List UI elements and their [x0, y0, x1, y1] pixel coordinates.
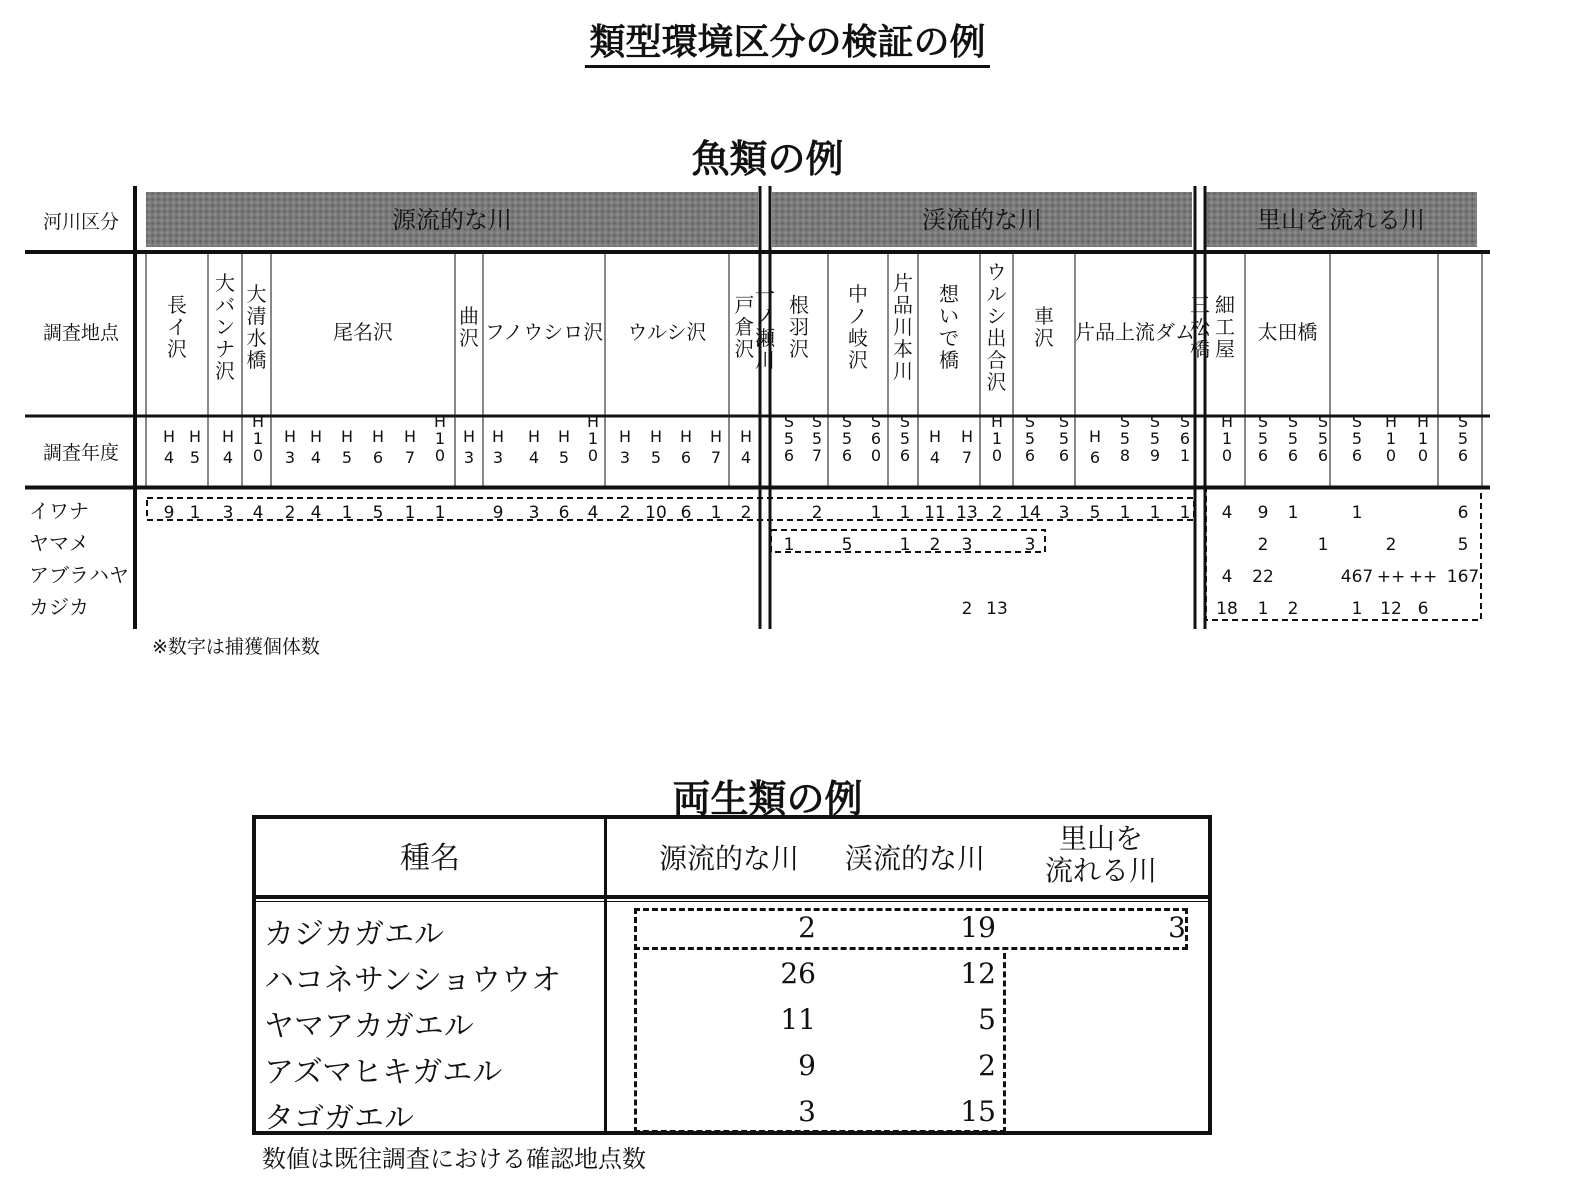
survey-year: 0: [870, 446, 882, 465]
survey-year: 1: [991, 429, 1003, 448]
sighting-count: 11: [780, 1003, 816, 1036]
survey-year: S: [899, 412, 911, 431]
survey-year: S: [1024, 412, 1036, 431]
catch-count: 1: [710, 503, 722, 523]
survey-year: 6: [783, 446, 795, 465]
survey-year: 5: [1351, 429, 1363, 448]
site-name: 一: [755, 282, 775, 306]
survey-year: 5: [783, 429, 795, 448]
sighting-count: 3: [798, 1095, 816, 1128]
catch-count: 2: [1257, 535, 1269, 555]
survey-year: 7: [710, 448, 722, 467]
survey-year: 5: [1287, 429, 1299, 448]
fish-table: [25, 186, 1490, 629]
river-type-label: 源流的な川: [392, 206, 512, 234]
species-name: カジカ: [29, 595, 89, 619]
site-name: 川: [893, 359, 913, 383]
survey-year: 6: [1287, 446, 1299, 465]
survey-year: 6: [1179, 429, 1191, 448]
survey-year: 6: [1317, 446, 1329, 465]
survey-year: H: [1416, 412, 1430, 431]
survey-year: 6: [899, 446, 911, 465]
survey-year: 0: [434, 446, 446, 465]
sighting-count: 15: [960, 1095, 996, 1128]
site-name: 尾名沢: [333, 320, 393, 344]
catch-count: 1: [404, 503, 416, 523]
site-name: ル: [986, 282, 1007, 306]
survey-year: H: [527, 427, 541, 446]
survey-year: 5: [341, 448, 353, 467]
site-name: 車: [1034, 304, 1054, 328]
survey-year: 6: [1089, 448, 1101, 467]
survey-year: 1: [1221, 429, 1233, 448]
survey-year: H: [162, 427, 176, 446]
fish-section-title: 魚類の例: [691, 137, 844, 181]
sighting-count: 5: [978, 1003, 996, 1036]
site-name: 倉: [734, 315, 755, 339]
site-name: 片品上流ダム: [1075, 320, 1195, 344]
site-name: ナ: [215, 337, 235, 361]
catch-count: 5: [1089, 503, 1101, 523]
survey-year: H: [462, 427, 476, 446]
header-satoyama: 里山を 流れる川: [1044, 822, 1157, 887]
survey-year: S: [1317, 412, 1329, 431]
site-name: 大: [246, 282, 267, 306]
survey-year: H: [251, 412, 265, 431]
site-name: ン: [215, 315, 235, 339]
sighting-count: 12: [960, 957, 996, 990]
catch-count: 2: [811, 503, 823, 523]
dashed-group-box: [634, 908, 1188, 950]
site-name: ノ: [848, 304, 868, 328]
catch-count: 1: [1317, 535, 1329, 555]
survey-year: 5: [1257, 429, 1269, 448]
site-name: 想: [939, 282, 959, 306]
site-name: い: [939, 304, 959, 328]
survey-year: 5: [1317, 429, 1329, 448]
site-name: 清: [246, 304, 267, 328]
river-type-label: 里山を流れる川: [1257, 206, 1425, 234]
species-name: ヤマアカガエル: [264, 1009, 474, 1044]
header-species: 種名: [400, 841, 460, 876]
survey-year: 5: [650, 448, 662, 467]
survey-year: 1: [434, 429, 446, 448]
row-label-site: 調査地点: [42, 322, 120, 344]
catch-count: ++: [1376, 567, 1406, 587]
site-name: 橋: [1190, 337, 1210, 361]
catch-count: 1: [899, 535, 911, 555]
site-name: シ: [986, 304, 1007, 328]
survey-year: S: [1149, 412, 1161, 431]
catch-count: 1: [1179, 503, 1191, 523]
catch-count: 4: [1221, 567, 1233, 587]
catch-count: 1: [1351, 599, 1363, 619]
site-name: 曲: [459, 304, 479, 328]
survey-year: 5: [811, 429, 823, 448]
survey-year: 1: [1385, 429, 1397, 448]
site-name: 川: [893, 315, 913, 339]
survey-year: 3: [619, 448, 631, 467]
catch-count: 6: [680, 503, 692, 523]
catch-count: 6: [1417, 599, 1429, 619]
catch-count: 3: [1024, 535, 1036, 555]
survey-year: H: [340, 427, 354, 446]
catch-count: 6: [558, 503, 570, 523]
species-name: アブラハヤ: [29, 563, 129, 587]
site-name: 品: [893, 293, 913, 317]
catch-count: 1: [341, 503, 353, 523]
survey-year: H: [586, 412, 600, 431]
site-name: 大: [215, 271, 235, 295]
site-name: 片: [893, 271, 913, 295]
catch-count: 467: [1340, 567, 1374, 587]
survey-year: S: [1457, 412, 1469, 431]
catch-count: 9: [492, 503, 504, 523]
site-name: 松: [1190, 315, 1210, 339]
site-name: 本: [893, 337, 913, 361]
amphibian-note: 数値は既往調査における確認地点数: [262, 1145, 646, 1173]
site-name: 出: [986, 326, 1007, 350]
catch-count: 3: [961, 535, 973, 555]
survey-year: 6: [1457, 446, 1469, 465]
sighting-count: 19: [960, 911, 996, 944]
survey-year: H: [960, 427, 974, 446]
species-name: イワナ: [29, 499, 89, 523]
row-label-river-type: 河川区分: [42, 211, 120, 233]
site-name: 屋: [1215, 337, 1235, 361]
survey-year: H: [618, 427, 632, 446]
catch-count: 2: [991, 503, 1003, 523]
catch-count: 1: [783, 535, 795, 555]
catch-count: 3: [528, 503, 540, 523]
survey-year: 5: [1457, 429, 1469, 448]
catch-count: 4: [310, 503, 322, 523]
catch-count: 2: [1287, 599, 1299, 619]
survey-year: 3: [492, 448, 504, 467]
survey-year: S: [783, 412, 795, 431]
catch-count: 9: [163, 503, 175, 523]
site-name: 橋: [246, 348, 267, 372]
amphibian-table: [252, 815, 1212, 1135]
species-name: ハコネサンショウウオ: [264, 963, 562, 998]
site-name: 沢: [848, 348, 868, 372]
catch-count: 12: [1380, 599, 1402, 619]
survey-year: 4: [528, 448, 540, 467]
catch-count: 1: [1149, 503, 1161, 523]
site-name: 羽: [789, 315, 809, 339]
site-name: 細: [1215, 293, 1235, 317]
survey-year: 5: [1024, 429, 1036, 448]
catch-count: 2: [284, 503, 296, 523]
survey-year: 4: [163, 448, 175, 467]
site-name: 沢: [1034, 326, 1054, 350]
header-divider: [604, 819, 607, 1131]
catch-count: 5: [841, 535, 853, 555]
header-rule-thin: [256, 901, 1208, 902]
sighting-count: 9: [798, 1049, 816, 1082]
survey-year: 6: [870, 429, 882, 448]
catch-count: 4: [587, 503, 599, 523]
catch-count: 13: [956, 503, 978, 523]
survey-year: 7: [404, 448, 416, 467]
site-name: ノ: [755, 304, 775, 328]
survey-year: S: [870, 412, 882, 431]
dashed-group-box: [634, 953, 1006, 1133]
site-name: 太田橋: [1257, 320, 1318, 344]
survey-year: H: [221, 427, 235, 446]
survey-year: H: [649, 427, 663, 446]
site-name: フノウシロ沢: [484, 320, 604, 344]
page-title: 類型環境区分の検証の例: [0, 14, 1575, 65]
sighting-count: 26: [780, 957, 816, 990]
survey-year: S: [811, 412, 823, 431]
catch-count: 5: [1457, 535, 1469, 555]
survey-year: H: [739, 427, 753, 446]
survey-year: H: [990, 412, 1004, 431]
site-name: 川: [755, 348, 775, 372]
survey-year: 4: [310, 448, 322, 467]
survey-year: S: [1179, 412, 1191, 431]
catch-count: 1: [1119, 503, 1131, 523]
site-name: 橋: [939, 348, 959, 372]
catch-count: 4: [1221, 503, 1233, 523]
catch-count: 4: [252, 503, 264, 523]
survey-year: 4: [222, 448, 234, 467]
river-type-label: 渓流的な川: [922, 206, 1042, 234]
survey-year: 6: [841, 446, 853, 465]
catch-count: 1: [899, 503, 911, 523]
site-name: ウルシ沢: [627, 320, 707, 344]
catch-count: 6: [1457, 503, 1469, 523]
survey-year: 5: [189, 448, 201, 467]
survey-year: H: [371, 427, 385, 446]
survey-year: S: [1287, 412, 1299, 431]
catch-count: 13: [986, 599, 1008, 619]
site-name: 沢: [986, 370, 1007, 394]
site-name: 沢: [789, 337, 809, 361]
survey-year: S: [1058, 412, 1070, 431]
survey-year: 7: [961, 448, 973, 467]
species-name: カジカガエル: [264, 917, 444, 952]
site-name: イ: [167, 315, 187, 339]
sighting-count: 2: [978, 1049, 996, 1082]
survey-year: 5: [841, 429, 853, 448]
site-name: で: [939, 326, 959, 350]
survey-year: H: [1088, 427, 1102, 446]
survey-year: 1: [587, 429, 599, 448]
header-rule: [256, 895, 1208, 899]
survey-year: 5: [1119, 429, 1131, 448]
sighting-count: 2: [798, 911, 816, 944]
catch-count: 2: [929, 535, 941, 555]
species-name: アズマヒキガエル: [264, 1055, 503, 1090]
survey-year: 1: [1417, 429, 1429, 448]
survey-year: 0: [252, 446, 264, 465]
catch-count: 9: [1257, 503, 1269, 523]
species-name: タゴガエル: [264, 1101, 414, 1136]
catch-count: 5: [372, 503, 384, 523]
catch-count: 1: [189, 503, 201, 523]
survey-year: 1: [252, 429, 264, 448]
row-label-year: 調査年度: [42, 442, 120, 464]
catch-count: 167: [1446, 567, 1480, 587]
site-name: 沢: [459, 326, 479, 350]
survey-year: 0: [587, 446, 599, 465]
survey-year: H: [679, 427, 693, 446]
survey-year: H: [557, 427, 571, 446]
site-name: 岐: [848, 326, 868, 350]
site-name: 水: [246, 326, 267, 350]
survey-year: 6: [1024, 446, 1036, 465]
survey-year: 3: [284, 448, 296, 467]
survey-year: 0: [991, 446, 1003, 465]
survey-year: H: [928, 427, 942, 446]
catch-count: 3: [222, 503, 234, 523]
site-name: 中: [848, 282, 868, 306]
header-headwater: 源流的な川: [658, 842, 799, 875]
catch-count: 3: [1058, 503, 1070, 523]
survey-year: H: [403, 427, 417, 446]
survey-year: 0: [1221, 446, 1233, 465]
survey-year: H: [709, 427, 723, 446]
survey-year: H: [1220, 412, 1234, 431]
site-name: バ: [215, 293, 235, 317]
survey-year: H: [283, 427, 297, 446]
survey-year: 4: [740, 448, 752, 467]
catch-count: 22: [1252, 567, 1274, 587]
sighting-count: 3: [1168, 911, 1186, 944]
survey-year: 6: [1257, 446, 1269, 465]
survey-year: 8: [1119, 446, 1131, 465]
catch-count: 10: [645, 503, 667, 523]
catch-count: 18: [1216, 599, 1238, 619]
catch-count: 1: [870, 503, 882, 523]
site-name: 合: [986, 348, 1007, 372]
species-name: ヤマメ: [29, 531, 89, 555]
survey-year: 5: [1149, 429, 1161, 448]
survey-year: 1: [1179, 446, 1191, 465]
survey-year: H: [491, 427, 505, 446]
survey-year: 5: [558, 448, 570, 467]
survey-year: 6: [372, 448, 384, 467]
survey-year: H: [1384, 412, 1398, 431]
survey-year: 5: [899, 429, 911, 448]
catch-count: ++: [1408, 567, 1438, 587]
survey-year: 3: [463, 448, 475, 467]
dashed-group-box: [1206, 488, 1481, 620]
site-name: 工: [1215, 315, 1235, 339]
survey-year: 6: [680, 448, 692, 467]
site-name: 沢: [167, 337, 187, 361]
catch-count: 2: [1385, 535, 1397, 555]
catch-count: 1: [1287, 503, 1299, 523]
site-name: 根: [789, 293, 809, 317]
survey-year: 5: [1058, 429, 1070, 448]
site-name: 沢: [215, 359, 235, 383]
catch-count: 2: [740, 503, 752, 523]
survey-year: 6: [1351, 446, 1363, 465]
site-name: 長: [167, 293, 187, 317]
site-name: 瀬: [755, 326, 775, 350]
amphibian-section-title: 両生類の例: [672, 777, 863, 821]
survey-year: 0: [1417, 446, 1429, 465]
header-mountain-stream: 渓流的な川: [844, 842, 985, 875]
survey-year: H: [309, 427, 323, 446]
site-name: ウ: [986, 260, 1007, 284]
survey-year: 7: [811, 446, 823, 465]
survey-year: H: [188, 427, 202, 446]
survey-year: 6: [1058, 446, 1070, 465]
fish-note: ※数字は捕獲個体数: [152, 636, 320, 658]
catch-count: 2: [619, 503, 631, 523]
site-name: 沢: [734, 337, 755, 361]
survey-year: S: [1119, 412, 1131, 431]
survey-year: 0: [1385, 446, 1397, 465]
site-name: 三: [1190, 293, 1210, 317]
survey-year: S: [1351, 412, 1363, 431]
survey-year: S: [841, 412, 853, 431]
catch-count: 1: [1351, 503, 1363, 523]
survey-year: 9: [1149, 446, 1161, 465]
catch-count: 1: [434, 503, 446, 523]
catch-count: 14: [1019, 503, 1041, 523]
survey-year: S: [1257, 412, 1269, 431]
site-name: 戸: [734, 293, 755, 317]
catch-count: 2: [961, 599, 973, 619]
survey-year: 4: [929, 448, 941, 467]
catch-count: 1: [1257, 599, 1269, 619]
catch-count: 11: [924, 503, 946, 523]
survey-year: H: [433, 412, 447, 431]
